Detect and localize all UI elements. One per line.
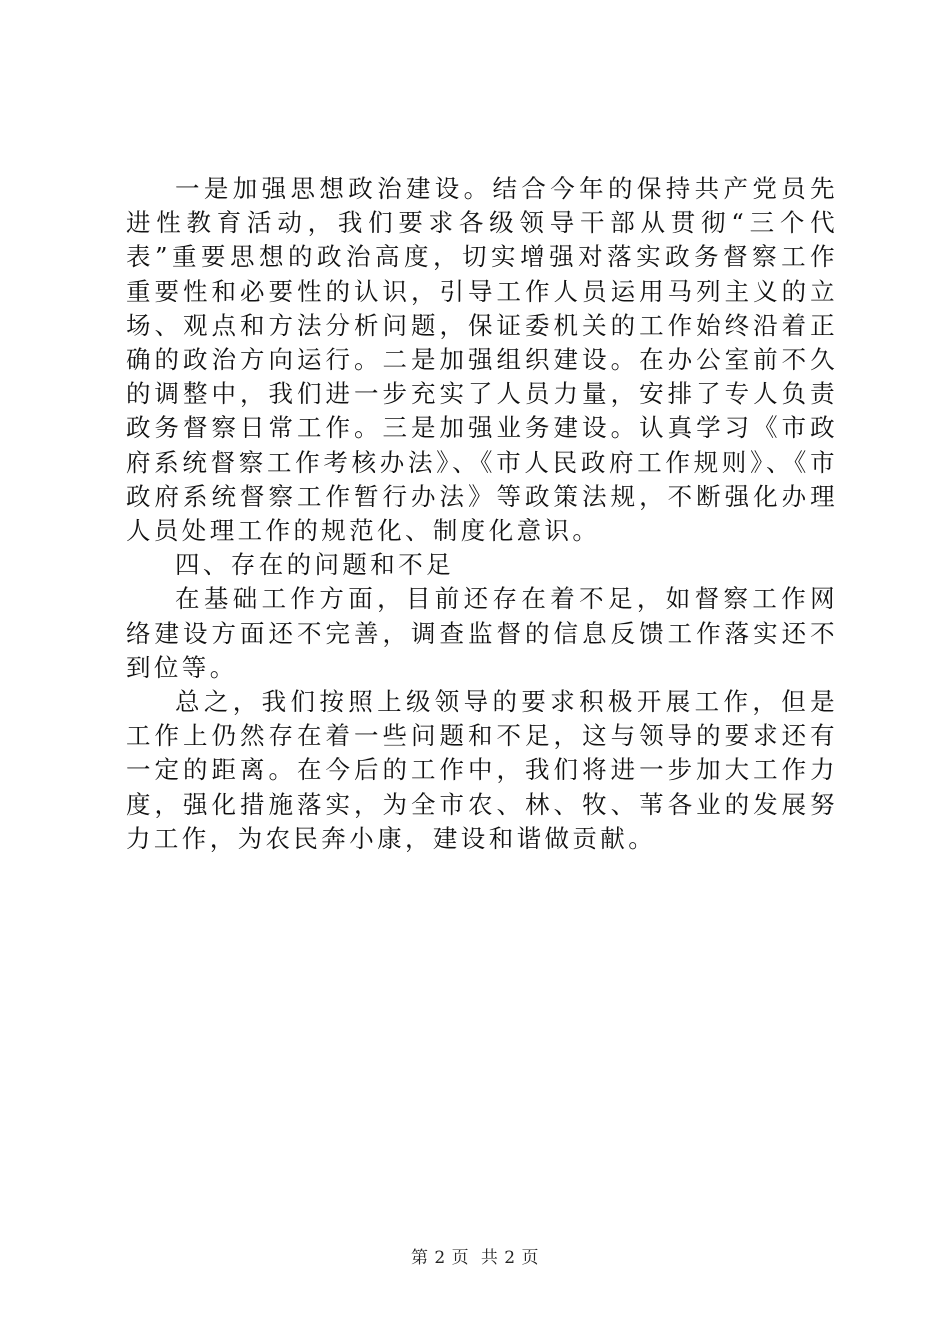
document-body [126,172,838,856]
paragraph-basic-work-shortcomings: 在基础工作方面，目前还存在着不足，如督察工作网络建设方面还不完善，调查监督的信息反馈工作落实还不到位等。 [126,584,838,682]
page-footer [0,1243,950,1268]
paragraph-conclusion: 总之，我们按照上级领导的要求积极开展工作，但是工作上仍然存在着一些问题和不足，这与领导的要求还有一定的距离。在今后的工作中，我们将进一步加大工作力度，强化措施落实，为全市农、林、牧、苇各业的发展努力工作，为农民奔小康，建设和谐做贡献。 [126,687,838,853]
section-heading-problems: 四、存在的问题和不足 [175,550,454,580]
page-number-label: 第 2 页 共 2 页 [410,1248,540,1268]
paragraph-ideological-organizational-business-building: 一是加强思想政治建设。结合今年的保持共产党员先进性教育活动，我们要求各级领导干部从贯彻“三个代表”重要思想的政治高度，切实增强对落实政务督察工作重要性和必要性的认识，引导工作人员运用马列主义的立场、观点和方法分析问题，保证委机关的工作始终沿着正确的政治方向运行。二是加强组织建设。在办公室前不久的调整中，我们进一步充实了人员力量，安排了专人负责政务督察日常工作。三是加强业务建设。认真学习《市政府系统督察工作考核办法》、《市人民政府工作规则》、《市政府系统督察工作暂行办法》等政策法规，不断强化办理人员处理工作的规范化、制度化意识。 [126,174,838,546]
